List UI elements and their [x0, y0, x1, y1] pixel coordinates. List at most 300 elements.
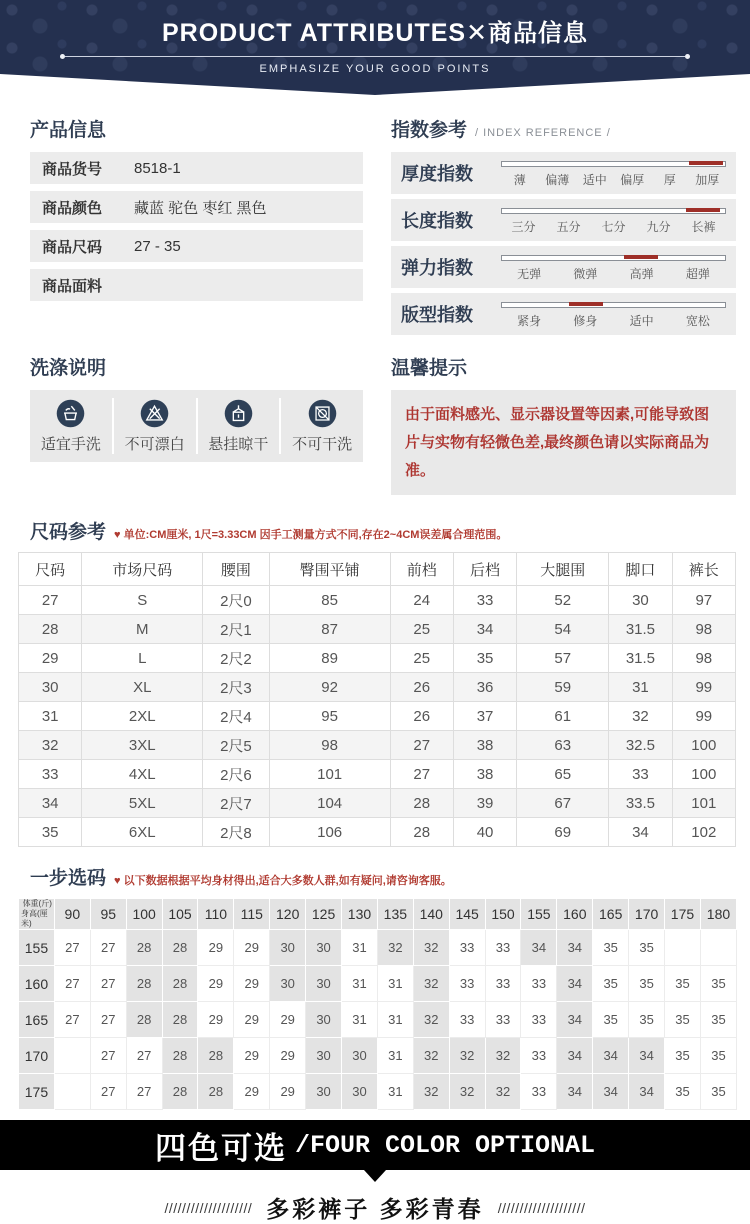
- product-info-row: [30, 230, 363, 262]
- matrix-size-cell: 35: [629, 966, 665, 1002]
- index-option-label: 宽松: [685, 314, 710, 328]
- size-cell: 65: [517, 760, 609, 789]
- product-info-section: [30, 115, 363, 340]
- matrix-size-cell: 28: [162, 1074, 198, 1110]
- matrix-size-cell: 29: [234, 966, 270, 1002]
- index-option-label: 加厚: [695, 173, 720, 187]
- size-cell: 98: [672, 615, 735, 644]
- wash-item: [198, 398, 282, 454]
- index-option-label: 微弹: [573, 267, 598, 281]
- size-column-header: 腰围: [203, 553, 270, 586]
- index-row: [391, 246, 736, 288]
- matrix-size-cell: 34: [557, 1074, 593, 1110]
- corner-weight-label: 体重(斤): [22, 899, 52, 909]
- size-cell: 57: [517, 644, 609, 673]
- matrix-size-cell: 27: [90, 1002, 126, 1038]
- matrix-size-cell: 31: [377, 1002, 413, 1038]
- matrix-size-cell: 34: [557, 1002, 593, 1038]
- matrix-size-cell: 32: [449, 1038, 485, 1074]
- matrix-size-cell: [700, 930, 736, 966]
- matrix-size-cell: 33: [521, 1074, 557, 1110]
- weight-header-cell: 150: [485, 899, 521, 930]
- matrix-size-cell: 31: [377, 1074, 413, 1110]
- index-marker: [569, 302, 603, 306]
- index-marker: [689, 161, 723, 165]
- matrix-size-cell: 33: [521, 1002, 557, 1038]
- matrix-size-cell: 32: [413, 966, 449, 1002]
- matrix-size-cell: 35: [700, 1002, 736, 1038]
- matrix-size-cell: 35: [593, 930, 629, 966]
- matrix-size-cell: 30: [270, 930, 306, 966]
- size-cell: 25: [390, 644, 453, 673]
- index-option-label: 超弹: [685, 267, 710, 281]
- size-table-row: [19, 615, 736, 644]
- matrix-size-cell: 29: [270, 1002, 306, 1038]
- divider-line: [65, 56, 685, 57]
- weight-header-cell: 140: [413, 899, 449, 930]
- matrix-size-cell: 30: [306, 1002, 342, 1038]
- matrix-header-row: [19, 899, 737, 930]
- wash-item-label: 适宜手洗: [40, 436, 101, 453]
- matrix-size-cell: 34: [521, 930, 557, 966]
- size-cell: 63: [517, 731, 609, 760]
- weight-header-cell: 170: [629, 899, 665, 930]
- size-cell: 101: [269, 760, 390, 789]
- size-cell: 100: [672, 731, 735, 760]
- index-reference-subtitle: / INDEX REFERENCE /: [475, 127, 611, 139]
- matrix-size-cell: 35: [629, 1002, 665, 1038]
- size-cell: 27: [390, 731, 453, 760]
- tagline-slashes-right: ////////////////////: [497, 1199, 586, 1216]
- wash-item: [30, 398, 114, 454]
- banner-chevron: [0, 74, 750, 95]
- size-cell: 28: [390, 789, 453, 818]
- matrix-size-cell: 34: [593, 1074, 629, 1110]
- index-options: [501, 265, 726, 282]
- matrix-size-cell: 32: [413, 930, 449, 966]
- index-option-label: 厚: [663, 173, 676, 187]
- weight-header-cell: 105: [162, 899, 198, 930]
- height-header-cell: 165: [19, 1002, 55, 1038]
- size-cell: 32: [19, 731, 82, 760]
- size-column-header: 大腿围: [517, 553, 609, 586]
- index-options: [501, 171, 726, 188]
- size-cell: 33: [453, 586, 516, 615]
- matrix-row: [19, 1038, 737, 1074]
- size-reference-section: [0, 517, 750, 847]
- matrix-row: [19, 1002, 737, 1038]
- divider-dot-right: [685, 54, 690, 59]
- size-cell: 39: [453, 789, 516, 818]
- size-reference-table: [18, 552, 736, 847]
- size-cell: 27: [390, 760, 453, 789]
- size-column-header: 臀围平铺: [269, 553, 390, 586]
- matrix-size-cell: 33: [521, 966, 557, 1002]
- size-cell: 34: [453, 615, 516, 644]
- matrix-row: [19, 1074, 737, 1110]
- footer-tagline: [0, 1191, 750, 1224]
- index-option-label: 适中: [629, 314, 654, 328]
- washing-section: [30, 353, 363, 495]
- matrix-size-cell: 30: [306, 1038, 342, 1074]
- size-cell: L: [82, 644, 203, 673]
- matrix-size-cell: 29: [234, 1038, 270, 1074]
- size-cell: 26: [390, 673, 453, 702]
- size-cell: 2尺4: [203, 702, 270, 731]
- size-cell: 24: [390, 586, 453, 615]
- matrix-size-cell: 32: [485, 1074, 521, 1110]
- size-cell: 99: [672, 673, 735, 702]
- index-option-label: 三分: [511, 220, 536, 234]
- banner-divider: [60, 54, 690, 59]
- wash-item-label: 不可干洗: [292, 436, 353, 453]
- matrix-size-cell: 34: [629, 1038, 665, 1074]
- index-label: 长度指数: [401, 211, 473, 231]
- index-reference-header: [391, 115, 736, 142]
- matrix-size-cell: [665, 930, 701, 966]
- size-cell: 95: [269, 702, 390, 731]
- index-track-area: [501, 252, 726, 284]
- size-cell: 35: [453, 644, 516, 673]
- matrix-size-cell: 32: [413, 1038, 449, 1074]
- matrix-size-cell: 35: [629, 930, 665, 966]
- product-info-value: 8518-1: [134, 159, 181, 177]
- size-cell: 102: [672, 818, 735, 847]
- weight-header-cell: 130: [342, 899, 378, 930]
- index-marker: [624, 255, 658, 259]
- size-cell: 101: [672, 789, 735, 818]
- matrix-size-cell: 29: [234, 1074, 270, 1110]
- index-label: 弹力指数: [401, 258, 473, 278]
- height-header-cell: 175: [19, 1074, 55, 1110]
- size-cell: XL: [82, 673, 203, 702]
- size-cell: 54: [517, 615, 609, 644]
- size-cell: 2尺1: [203, 615, 270, 644]
- size-table-row: [19, 789, 736, 818]
- matrix-size-cell: 29: [234, 930, 270, 966]
- index-option-label: 高弹: [629, 267, 654, 281]
- matrix-size-cell: 27: [126, 1074, 162, 1110]
- size-picker-header: [30, 863, 737, 890]
- matrix-size-cell: 35: [593, 1002, 629, 1038]
- matrix-size-cell: 29: [198, 930, 234, 966]
- weight-header-cell: 165: [593, 899, 629, 930]
- size-column-header: 裤长: [672, 553, 735, 586]
- matrix-size-cell: 32: [413, 1074, 449, 1110]
- matrix-size-cell: 28: [162, 1002, 198, 1038]
- index-option-label: 适中: [582, 173, 607, 187]
- size-cell: 106: [269, 818, 390, 847]
- matrix-size-cell: 30: [306, 966, 342, 1002]
- index-track-area: [501, 158, 726, 190]
- matrix-row: [19, 930, 737, 966]
- tagline-text: 多彩裤子 多彩青春: [266, 1196, 484, 1223]
- index-label: 厚度指数: [401, 164, 473, 184]
- size-cell: 38: [453, 731, 516, 760]
- size-cell: 97: [672, 586, 735, 615]
- weight-header-cell: 125: [306, 899, 342, 930]
- product-info-value: 27 - 35: [134, 237, 181, 255]
- weight-header-cell: 175: [665, 899, 701, 930]
- matrix-size-cell: 35: [700, 1074, 736, 1110]
- hang-dry-icon: [223, 398, 254, 429]
- banner-title-en: PRODUCT ATTRIBUTES: [161, 19, 467, 47]
- product-info-label: 商品尺码: [42, 238, 103, 256]
- size-cell: 87: [269, 615, 390, 644]
- index-row: [391, 152, 736, 194]
- size-cell: 104: [269, 789, 390, 818]
- index-options: [501, 312, 726, 329]
- index-options: [501, 218, 726, 235]
- product-info-label: 商品货号: [42, 160, 103, 178]
- matrix-size-cell: 27: [54, 966, 90, 1002]
- tips-title: 温馨提示: [391, 358, 468, 379]
- size-cell: 29: [19, 644, 82, 673]
- size-cell: 69: [517, 818, 609, 847]
- matrix-size-cell: 28: [162, 930, 198, 966]
- index-track: [501, 302, 726, 308]
- index-option-label: 薄: [513, 173, 526, 187]
- matrix-size-cell: 31: [342, 930, 378, 966]
- size-cell: 32.5: [609, 731, 672, 760]
- weight-header-cell: 135: [377, 899, 413, 930]
- matrix-size-cell: 29: [270, 1038, 306, 1074]
- index-option-label: 无弹: [517, 267, 542, 281]
- matrix-size-cell: 33: [485, 1002, 521, 1038]
- size-table-row: [19, 760, 736, 789]
- size-cell: 2尺3: [203, 673, 270, 702]
- product-info-value: 藏蓝 驼色 枣红 黑色: [134, 199, 267, 217]
- weight-header-cell: 100: [126, 899, 162, 930]
- weight-header-cell: 145: [449, 899, 485, 930]
- size-cell: 28: [19, 615, 82, 644]
- size-cell: 4XL: [82, 760, 203, 789]
- size-cell: 37: [453, 702, 516, 731]
- size-cell: 2尺8: [203, 818, 270, 847]
- washing-title: 洗涤说明: [30, 358, 107, 379]
- matrix-size-cell: 35: [700, 966, 736, 1002]
- index-option-label: 偏薄: [545, 173, 570, 187]
- size-table-header-row: [19, 553, 736, 586]
- weight-header-cell: 90: [54, 899, 90, 930]
- wash-item: [114, 398, 198, 454]
- matrix-size-cell: [54, 1038, 90, 1074]
- size-cell: 35: [19, 818, 82, 847]
- matrix-size-cell: 27: [90, 930, 126, 966]
- matrix-size-cell: 27: [54, 930, 90, 966]
- size-picker-title: 一步选码: [30, 868, 107, 890]
- size-cell: 31: [19, 702, 82, 731]
- size-cell: 28: [390, 818, 453, 847]
- corner-height-label: 身高(厘米): [21, 909, 48, 929]
- hand-wash-icon: [55, 398, 86, 429]
- tagline-slashes-left: ////////////////////: [164, 1199, 253, 1216]
- matrix-size-cell: 34: [557, 966, 593, 1002]
- matrix-size-cell: 34: [629, 1074, 665, 1110]
- index-label: 版型指数: [401, 305, 473, 325]
- no-bleach-icon: [139, 398, 170, 429]
- matrix-size-cell: 27: [90, 966, 126, 1002]
- size-cell: 32: [609, 702, 672, 731]
- size-table-row: [19, 702, 736, 731]
- matrix-size-cell: 28: [198, 1074, 234, 1110]
- size-reference-title: 尺码参考: [30, 522, 107, 544]
- size-column-header: 前档: [390, 553, 453, 586]
- size-cell: 59: [517, 673, 609, 702]
- matrix-size-cell: 27: [90, 1038, 126, 1074]
- height-header-cell: 170: [19, 1038, 55, 1074]
- matrix-size-cell: 30: [270, 966, 306, 1002]
- product-info-row: [30, 269, 363, 301]
- wash-item-label: 悬挂晾干: [208, 436, 269, 453]
- size-cell: 38: [453, 760, 516, 789]
- wash-item-label: 不可漂白: [124, 436, 185, 453]
- size-cell: M: [82, 615, 203, 644]
- size-cell: 26: [390, 702, 453, 731]
- footer-banner: [0, 1120, 750, 1170]
- matrix-size-cell: 28: [126, 966, 162, 1002]
- matrix-size-cell: 35: [700, 1038, 736, 1074]
- matrix-size-cell: 32: [377, 930, 413, 966]
- size-column-header: 后档: [453, 553, 516, 586]
- weight-header-cell: 115: [234, 899, 270, 930]
- size-table-row: [19, 731, 736, 760]
- tips-text: 由于面料感光、显示器设置等因素,可能导致图片与实物有轻微色差,最终颜色请以实际商品为准。: [391, 390, 736, 495]
- size-cell: 99: [672, 702, 735, 731]
- matrix-size-cell: 28: [126, 930, 162, 966]
- footer-chevron: [364, 1170, 386, 1182]
- size-cell: 33: [609, 760, 672, 789]
- size-reference-header: [30, 517, 736, 544]
- size-cell: 3XL: [82, 731, 203, 760]
- weight-header-cell: 120: [270, 899, 306, 930]
- matrix-corner-cell: [19, 899, 55, 930]
- size-cell: 40: [453, 818, 516, 847]
- matrix-size-cell: 35: [665, 1074, 701, 1110]
- matrix-size-cell: 32: [449, 1074, 485, 1110]
- matrix-size-cell: 33: [521, 1038, 557, 1074]
- product-info-label: 商品颜色: [42, 199, 103, 217]
- size-cell: 2尺6: [203, 760, 270, 789]
- index-option-label: 偏厚: [620, 173, 645, 187]
- size-cell: 2尺0: [203, 586, 270, 615]
- matrix-size-cell: 29: [198, 966, 234, 1002]
- matrix-size-cell: 31: [377, 966, 413, 1002]
- footer-title-cn: 四色可选: [154, 1130, 287, 1166]
- product-info-label: 商品面料: [42, 277, 103, 295]
- header-banner: [0, 0, 750, 74]
- size-cell: 92: [269, 673, 390, 702]
- matrix-size-cell: 35: [593, 966, 629, 1002]
- weight-header-cell: 180: [700, 899, 736, 930]
- index-row: [391, 293, 736, 335]
- size-picker-section: [0, 863, 750, 1110]
- size-cell: 98: [269, 731, 390, 760]
- index-option-label: 七分: [601, 220, 626, 234]
- size-cell: 27: [19, 586, 82, 615]
- banner-title-separator: ✕: [466, 19, 489, 47]
- tips-section: [391, 353, 736, 495]
- matrix-size-cell: 30: [342, 1038, 378, 1074]
- washing-box: [30, 390, 363, 462]
- banner-subtitle: EMPHASIZE YOUR GOOD POINTS: [259, 63, 491, 75]
- size-cell: 31.5: [609, 644, 672, 673]
- height-header-cell: 160: [19, 966, 55, 1002]
- size-cell: S: [82, 586, 203, 615]
- size-cell: 89: [269, 644, 390, 673]
- size-cell: 52: [517, 586, 609, 615]
- size-reference-note: ♥ 单位:CM厘米, 1尺=3.33CM 因手工测量方式不同,存在2~4CM误差属合理范围。: [114, 529, 508, 542]
- matrix-size-cell: 30: [306, 1074, 342, 1110]
- size-cell: 6XL: [82, 818, 203, 847]
- matrix-size-cell: 32: [413, 1002, 449, 1038]
- size-cell: 67: [517, 789, 609, 818]
- size-cell: 61: [517, 702, 609, 731]
- index-option-label: 九分: [646, 220, 671, 234]
- weight-header-cell: 160: [557, 899, 593, 930]
- size-table-row: [19, 644, 736, 673]
- size-cell: 31: [609, 673, 672, 702]
- matrix-size-cell: 28: [162, 966, 198, 1002]
- top-columns: [0, 95, 750, 340]
- size-picker-note: ♥ 以下数据根据平均身材得出,适合大多数人群,如有疑问,请咨询客服。: [114, 875, 452, 888]
- size-cell: 25: [390, 615, 453, 644]
- index-option-label: 修身: [573, 314, 598, 328]
- weight-header-cell: 110: [198, 899, 234, 930]
- size-cell: 33.5: [609, 789, 672, 818]
- second-columns: [0, 340, 750, 495]
- banner-title-cn: 商品信息: [488, 20, 589, 47]
- matrix-size-cell: 34: [557, 930, 593, 966]
- no-dry-clean-icon: [307, 398, 338, 429]
- size-cell: 31.5: [609, 615, 672, 644]
- matrix-size-cell: 33: [449, 966, 485, 1002]
- index-option-label: 紧身: [517, 314, 542, 328]
- index-option-label: 五分: [556, 220, 581, 234]
- matrix-size-cell: 30: [342, 1074, 378, 1110]
- product-info-title: 产品信息: [30, 120, 107, 141]
- matrix-size-cell: 34: [593, 1038, 629, 1074]
- weight-header-cell: 95: [90, 899, 126, 930]
- matrix-size-cell: 35: [665, 1002, 701, 1038]
- size-cell: 2尺2: [203, 644, 270, 673]
- matrix-size-cell: 31: [342, 1002, 378, 1038]
- size-cell: 100: [672, 760, 735, 789]
- size-cell: 2尺7: [203, 789, 270, 818]
- index-track: [501, 161, 726, 167]
- matrix-size-cell: 29: [198, 1002, 234, 1038]
- matrix-size-cell: 35: [665, 966, 701, 1002]
- index-track: [501, 208, 726, 214]
- matrix-size-cell: 28: [198, 1038, 234, 1074]
- size-cell: 2XL: [82, 702, 203, 731]
- matrix-size-cell: 27: [126, 1038, 162, 1074]
- index-track-area: [501, 299, 726, 331]
- matrix-size-cell: 33: [485, 966, 521, 1002]
- weight-header-cell: 155: [521, 899, 557, 930]
- footer-title-en: /FOUR COLOR OPTIONAL: [294, 1130, 596, 1160]
- size-cell: 33: [19, 760, 82, 789]
- matrix-size-cell: 27: [90, 1074, 126, 1110]
- size-table-row: [19, 586, 736, 615]
- size-table-row: [19, 818, 736, 847]
- index-track-area: [501, 205, 726, 237]
- index-reference-title: 指数参考: [391, 120, 468, 141]
- index-reference-section: [391, 115, 736, 340]
- size-cell: 30: [19, 673, 82, 702]
- banner-title: [0, 0, 750, 48]
- matrix-size-cell: 27: [54, 1002, 90, 1038]
